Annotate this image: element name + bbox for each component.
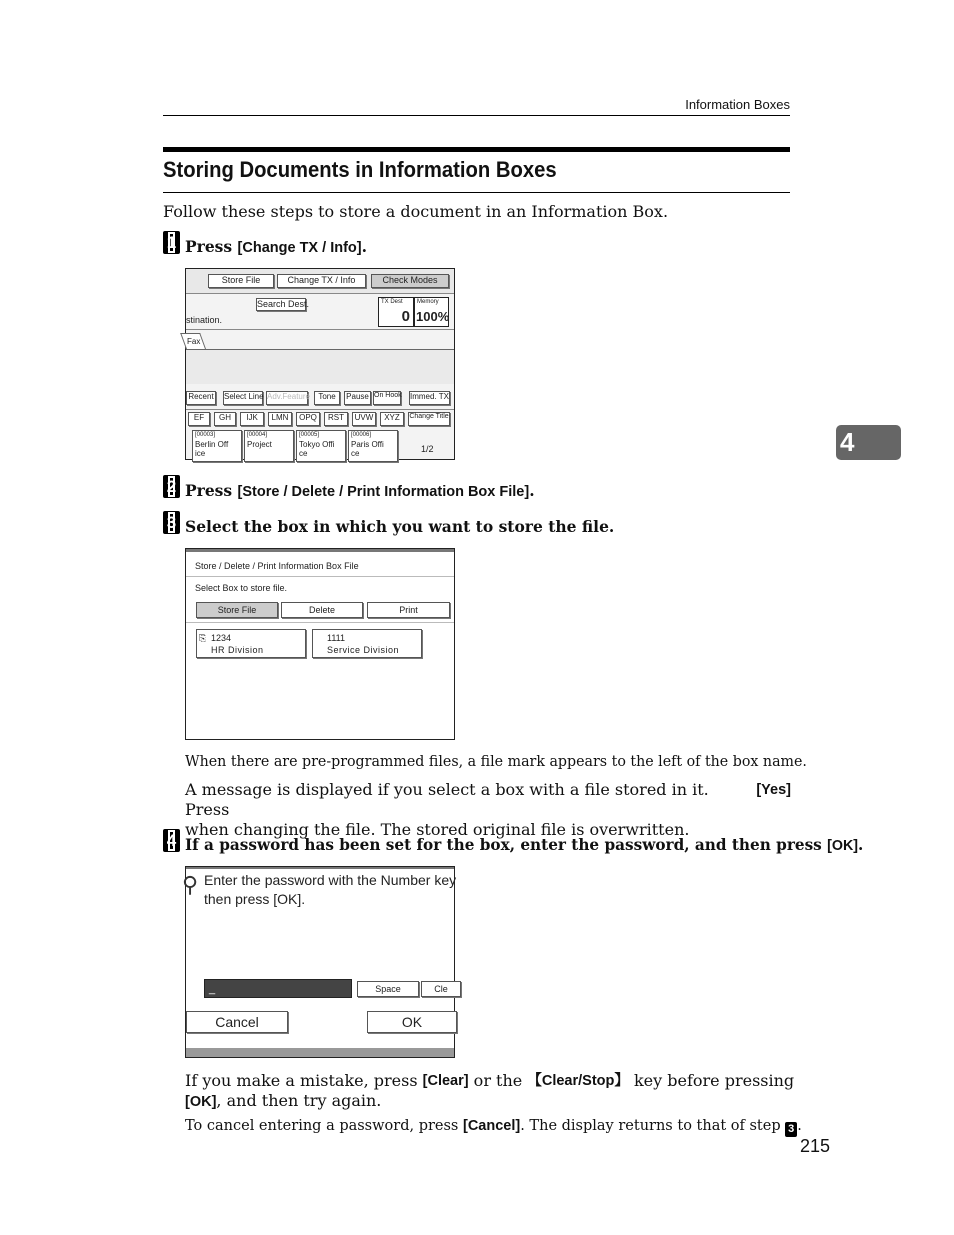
title-rule: [163, 192, 790, 193]
mistake-note: If you make a mistake, press [Clear] or the 【Clear/Stop】 key before pressing [OK], and then try again.: [185, 1071, 795, 1110]
password-input[interactable]: _: [204, 979, 352, 998]
space-button[interactable]: Space: [357, 981, 419, 997]
step-1-text: Press [Change TX / Info].: [185, 237, 367, 256]
intro-text: Follow these steps to store a document in an Information Box.: [163, 202, 669, 221]
step-1-number: 1: [163, 231, 180, 254]
alpha-tab-lmn[interactable]: LMN: [268, 412, 292, 426]
dest-key-project[interactable]: [00004] Project: [244, 430, 294, 462]
title-bar: [163, 147, 790, 152]
store-file-tab[interactable]: Store File: [208, 274, 274, 288]
question-icon: ⚲: [182, 872, 199, 897]
fax-main-screen: Store File Change TX / Info Check Modes Search Dest. TX Dest 0 Memory 100% stination. Fax Recent Select Line Adv.Feature Tone Pause On Hook Immed. TX EF GH IJK LMN OPQ RST UVW XYZ Change Title [00003] Berlin Off ice [00004] Project [00005] Tokyo Offi ce [00006] Paris Offi ce 1/2: [185, 268, 455, 460]
immed-tx-button[interactable]: Immed. TX: [409, 391, 450, 405]
password-prompt-line1: Enter the password with the Number key: [204, 872, 457, 888]
change-tx-info-tab[interactable]: Change TX / Info: [277, 274, 366, 288]
password-screen: [182, 866, 457, 1058]
search-dest-button[interactable]: Search Dest.: [257, 299, 310, 309]
adv-feature-button[interactable]: Adv.Feature: [266, 391, 308, 405]
pause-button[interactable]: Pause: [344, 391, 371, 405]
password-prompt-line2: then press [OK].: [204, 891, 306, 907]
dest-key-paris[interactable]: [00006] Paris Offi ce: [348, 430, 398, 462]
memory-indicator: Memory 100%: [414, 297, 449, 327]
alpha-tab-uvw[interactable]: UVW: [352, 412, 376, 426]
step-4-text: If a password has been set for the box, enter the password, and then press [OK].: [185, 835, 864, 854]
info-box-screen: [185, 548, 455, 740]
tone-button[interactable]: Tone: [314, 391, 340, 405]
clear-button[interactable]: Cle: [421, 981, 461, 997]
alpha-tab-gh[interactable]: GH: [214, 412, 236, 426]
step-3-text: Select the box in which you want to store the file.: [185, 517, 615, 536]
step-3-reference: 3: [785, 1122, 797, 1137]
chapter-tab: 4: [836, 425, 901, 460]
section-title: Storing Documents in Information Boxes: [163, 157, 557, 182]
alpha-tab-ef[interactable]: EF: [188, 412, 210, 426]
recent-button[interactable]: Recent: [186, 391, 216, 405]
step-2-text: Press [Store / Delete / Print Information Box File].: [185, 481, 535, 500]
alpha-tab-rst[interactable]: RST: [324, 412, 348, 426]
print-button[interactable]: Print: [367, 602, 450, 618]
on-hook-button[interactable]: On Hook: [373, 391, 401, 405]
page-number: 215: [800, 1136, 831, 1156]
running-head: Information Boxes: [685, 97, 790, 112]
alpha-tab-opq[interactable]: OPQ: [296, 412, 320, 426]
file-mark-note: When there are pre-programmed files, a file mark appears to the left of the box name.: [185, 754, 807, 770]
file-mark-icon: ⎘: [199, 633, 207, 643]
dest-key-tokyo[interactable]: [00005] Tokyo Offi ce: [296, 430, 346, 462]
change-title-button[interactable]: Change Title: [408, 412, 450, 426]
yes-message-note: A message is displayed if you select a box with a file stored in it. Press [Yes] when changing the file. The stored original file is overwritten.: [185, 780, 791, 839]
header-rule: [163, 115, 790, 116]
check-modes-tab[interactable]: Check Modes: [371, 274, 449, 288]
ok-button[interactable]: OK: [367, 1011, 457, 1033]
box-service-division[interactable]: 1111 Service Division: [312, 629, 422, 658]
box-hr-division[interactable]: ⎘ 1234 HR Division: [196, 629, 306, 658]
screen2-title: Store / Delete / Print Information Box File: [195, 561, 359, 571]
step-4-number: 4: [163, 829, 180, 852]
select-line-button[interactable]: Select Line: [223, 391, 263, 405]
delete-button[interactable]: Delete: [281, 602, 363, 618]
tx-dest-counter: TX Dest 0: [378, 297, 414, 327]
destination-text: stination.: [186, 315, 223, 325]
screen2-instruction: Select Box to store file.: [195, 583, 288, 593]
alpha-tab-ijk[interactable]: IJK: [240, 412, 264, 426]
store-file-button[interactable]: Store File: [196, 602, 278, 618]
dest-key-berlin[interactable]: [00003] Berlin Off ice: [192, 430, 242, 462]
step-2-number: 2: [163, 475, 180, 498]
page-indicator: 1/2: [421, 444, 434, 454]
alpha-tab-xyz[interactable]: XYZ: [380, 412, 404, 426]
cancel-button[interactable]: Cancel: [186, 1011, 288, 1033]
step-3-number: 3: [163, 511, 180, 534]
cancel-note: To cancel entering a password, press [Cancel]. The display returns to that of step 3 .: [185, 1118, 802, 1135]
